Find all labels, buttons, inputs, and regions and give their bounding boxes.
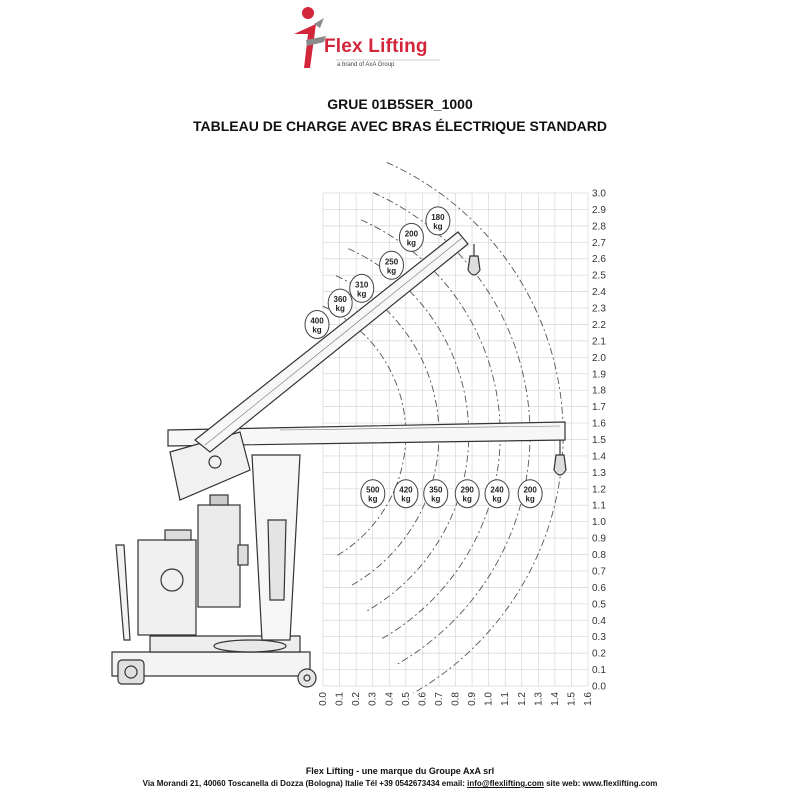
- x-tick-label: 0.0: [318, 692, 329, 706]
- horizontal-load-unit: kg: [492, 494, 502, 504]
- x-tick-label: 1.5: [566, 692, 578, 706]
- y-tick-label: 0.4: [592, 615, 606, 627]
- y-tick-label: 1.0: [592, 517, 606, 529]
- y-tick-label: 0.8: [592, 550, 606, 562]
- y-tick-label: 0.6: [592, 582, 606, 594]
- y-tick-label: 1.7: [592, 402, 606, 414]
- y-tick-label: 2.6: [592, 254, 606, 266]
- y-tick-label: 2.2: [592, 319, 606, 331]
- inclined-load-unit: kg: [406, 238, 417, 248]
- footer-company: Flex Lifting - une marque du Groupe AxA srl: [305, 766, 495, 776]
- y-tick-label: 0.2: [592, 648, 606, 660]
- footer-address: Via Morandi 21, 40060 Toscanella di Dozza (Bologna) Italie Tél +39 0542673434 email:: [142, 779, 468, 788]
- y-tick-label: 2.1: [592, 336, 606, 348]
- y-tick-label: 1.2: [592, 484, 606, 496]
- x-tick-label: 1.1: [500, 692, 512, 706]
- x-tick-label: 1.6: [583, 692, 594, 706]
- chart-title-line1: GRUE 01B5SER_1000: [327, 96, 473, 112]
- inclined-load-unit: kg: [433, 221, 443, 231]
- y-tick-label: 0.1: [592, 665, 606, 677]
- x-tick-label: 1.0: [483, 692, 495, 706]
- horizontal-load-value: 420: [399, 485, 413, 495]
- y-tick-label: 2.9: [592, 204, 606, 216]
- y-tick-label: 0.5: [592, 599, 606, 611]
- horizontal-load-unit: kg: [431, 494, 441, 504]
- x-tick-label: 0.5: [400, 692, 412, 706]
- y-tick-label: 2.8: [592, 221, 606, 233]
- x-tick-label: 0.3: [367, 692, 379, 706]
- inclined-load-unit: kg: [312, 325, 322, 335]
- brand-tagline: a brand of AxA Group: [337, 62, 395, 68]
- x-tick-label: 0.1: [334, 692, 346, 706]
- x-tick-label: 0.2: [351, 692, 363, 706]
- horizontal-load-value: 290: [460, 485, 474, 495]
- y-tick-label: 1.8: [592, 385, 606, 397]
- inclined-load-value: 310: [355, 280, 369, 290]
- y-tick-label: 2.5: [592, 270, 606, 282]
- x-tick-label: 0.9: [467, 692, 479, 706]
- y-tick-label: 0.3: [592, 632, 606, 644]
- inclined-load-unit: kg: [357, 289, 367, 299]
- x-tick-label: 0.7: [433, 692, 445, 706]
- inclined-load-value: 200: [404, 229, 419, 239]
- y-tick-label: 1.1: [592, 500, 606, 512]
- y-tick-label: 3.0: [592, 188, 606, 200]
- y-tick-label: 2.7: [592, 237, 606, 249]
- inclined-load-unit: kg: [335, 304, 345, 314]
- y-tick-label: 2.3: [592, 303, 606, 315]
- y-tick-label: 0.0: [592, 681, 606, 693]
- horizontal-load-value: 200: [523, 485, 537, 495]
- y-tick-label: 1.4: [592, 451, 606, 463]
- x-tick-label: 1.3: [533, 692, 545, 706]
- y-tick-label: 1.3: [592, 467, 606, 479]
- horizontal-load-unit: kg: [462, 494, 472, 504]
- footer-site-link[interactable]: www.flexlifting.com: [582, 779, 658, 788]
- chart-title-line2: TABLEAU DE CHARGE AVEC BRAS ÉLECTRIQUE STANDARD: [192, 118, 608, 134]
- y-tick-label: 1.5: [592, 435, 606, 446]
- inclined-load-value: 360: [333, 295, 347, 305]
- x-tick-label: 0.6: [417, 692, 429, 706]
- y-tick-label: 0.7: [592, 566, 606, 578]
- footer-contact: [0, 779, 800, 788]
- brand-name: Flex Lifting: [324, 36, 428, 57]
- y-tick-label: 0.9: [592, 533, 606, 545]
- horizontal-load-unit: kg: [368, 494, 378, 504]
- x-tick-label: 0.4: [384, 692, 396, 706]
- inclined-load-value: 180: [431, 212, 445, 222]
- y-tick-label: 2.0: [592, 352, 606, 364]
- horizontal-load-value: 500: [366, 485, 380, 495]
- horizontal-load-value: 240: [490, 485, 504, 495]
- horizontal-load-unit: kg: [401, 494, 411, 504]
- horizontal-load-value: 350: [429, 485, 443, 495]
- x-tick-label: 0.8: [450, 692, 462, 706]
- inclined-load-value: 400: [310, 316, 324, 326]
- y-tick-label: 1.6: [592, 418, 606, 430]
- horizontal-load-unit: kg: [525, 494, 535, 504]
- inclined-load-value: 250: [384, 257, 399, 267]
- x-tick-label: 1.2: [516, 692, 528, 706]
- x-tick-label: 1.4: [549, 692, 561, 706]
- footer-email-link[interactable]: info@flexlifting.com: [467, 779, 544, 788]
- inclined-load-unit: kg: [386, 266, 397, 276]
- y-tick-label: 1.9: [592, 369, 606, 381]
- footer-site-label: site web:: [543, 779, 583, 788]
- y-tick-label: 2.4: [592, 287, 606, 299]
